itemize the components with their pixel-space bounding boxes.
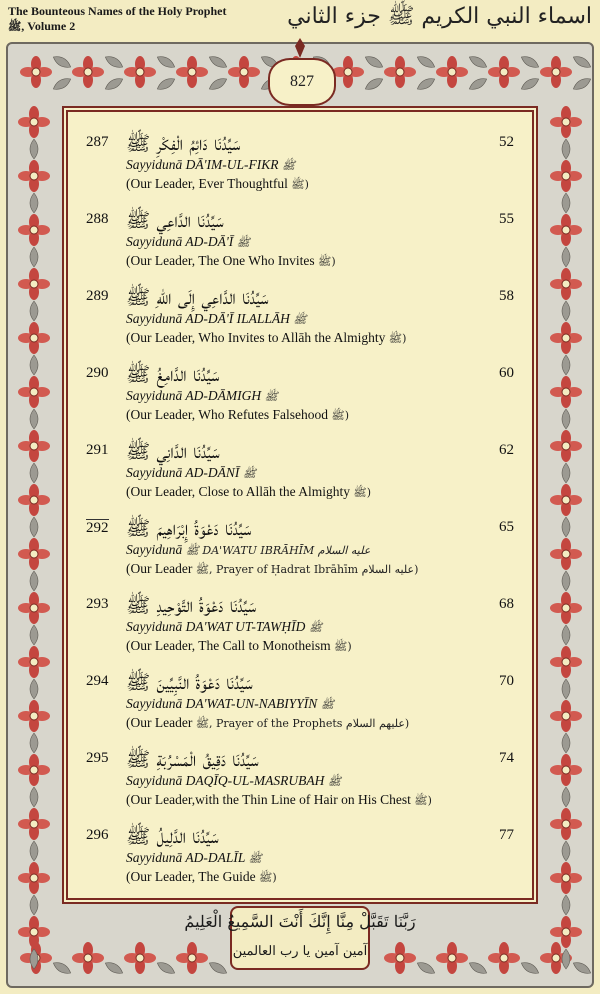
name-entry <box>80 362 520 437</box>
entry-reference: 70 <box>499 673 514 689</box>
border-flower <box>550 214 582 246</box>
transliteration-text: Sayyidunā AD-DĀ'Ī <box>126 234 234 249</box>
border-leaf <box>562 895 570 915</box>
entry-number: 287 <box>86 134 109 150</box>
entry-number: 295 <box>86 750 109 766</box>
entry-transliteration <box>126 850 262 868</box>
transliteration-text: Sayyidunā AD-DĀMIGH <box>126 388 262 403</box>
entry-meaning <box>126 561 418 579</box>
transliteration-text: Sayyidunā DA'WAT UT-TAWḤĪD <box>126 619 306 634</box>
book-title-line2 <box>8 19 226 34</box>
footer-amin: آمين آمين يا رب العالمين <box>232 944 368 959</box>
border-flower <box>550 862 582 894</box>
border-leaf <box>415 76 436 93</box>
salutation-glyph: ﷺ) <box>331 409 349 422</box>
entry-reference: 52 <box>499 134 514 150</box>
border-leaf <box>562 517 570 537</box>
salutation-glyph: ﷺ <box>8 20 22 33</box>
salutation-glyph: ﷺ) <box>414 794 432 807</box>
border-leaf <box>467 960 488 977</box>
entry-transliteration <box>126 773 341 791</box>
entry-reference: 74 <box>499 750 514 766</box>
border-flower <box>18 106 50 138</box>
transliteration-text: Sayyidunā DAQĪQ-UL-MASRUBAH <box>126 773 325 788</box>
entry-arabic-name: سَيِّدُنَا دَعْوَةُ النَّبِيِّينَ ﷺ <box>126 670 253 694</box>
border-leaf <box>51 960 72 977</box>
salutation-glyph: ﷺ <box>327 775 341 788</box>
meaning-text: (Our Leader, Close to Allāh the Almighty <box>126 484 351 499</box>
entry-meaning <box>126 253 336 271</box>
salutation-glyph: ﷺ) <box>291 178 309 191</box>
border-flower <box>488 56 520 88</box>
entry-arabic-name: سَيِّدُنَا دَقِيقُ الْمَسْرُبَةِ ﷺ <box>126 747 259 771</box>
border-leaf <box>30 571 38 591</box>
footer-dua: رَبَّنَا تَقَبَّلْ مِنَّا إِنَّكَ أَنْتَ السَّمِيعُ الْعَلِيمُ <box>184 912 416 931</box>
border-leaf <box>562 247 570 267</box>
border-flower <box>18 484 50 516</box>
border-leaf <box>467 54 488 71</box>
border-leaf <box>571 54 592 71</box>
entry-number: 290 <box>86 365 109 381</box>
salutation-glyph: ﷺ <box>293 313 307 326</box>
meaning-text: (Our Leader, Who Invites to Allāh the Almighty <box>126 330 386 345</box>
border-leaf <box>467 76 488 93</box>
border-leaf <box>562 301 570 321</box>
border-flower <box>124 56 156 88</box>
border-flower <box>18 268 50 300</box>
entry-arabic-name: سَيِّدُنَا الدَّاعِي إِلَى اللهِ ﷺ <box>126 285 269 309</box>
border-flower <box>436 56 468 88</box>
border-leaf <box>30 193 38 213</box>
entry-number: 292 <box>86 520 109 536</box>
book-title <box>8 4 226 34</box>
salutation-glyph: ﷺ, Prayer of the Prophets عليهم السلام) <box>195 717 410 730</box>
border-leaf <box>103 76 124 93</box>
border-leaf <box>103 54 124 71</box>
name-entry <box>80 131 520 206</box>
border-leaf <box>30 409 38 429</box>
border-leaf <box>562 733 570 753</box>
border-flower <box>18 754 50 786</box>
entry-meaning <box>126 638 352 656</box>
entry-meaning <box>126 176 309 194</box>
border-flower <box>18 862 50 894</box>
salutation-glyph: ﷺ <box>281 159 296 172</box>
volume-label: , Volume 2 <box>21 19 76 33</box>
border-leaf <box>155 76 176 93</box>
name-entry <box>80 824 520 899</box>
arabic-book-title: اسماء النبي الكريم ﷺ جزء الثاني <box>287 4 592 29</box>
meaning-text: (Our Leader, Who Refutes Falsehood <box>126 407 329 422</box>
border-leaf <box>562 841 570 861</box>
salutation-glyph: ﷺ) <box>318 255 336 268</box>
cartouche-finial <box>293 38 307 58</box>
salutation-glyph: ﷺ DA'WATU IBRĀHĪM عليه السلام <box>185 544 371 557</box>
border-leaf <box>30 247 38 267</box>
entry-reference: 55 <box>499 211 514 227</box>
entry-transliteration <box>126 542 370 560</box>
transliteration-text: Sayyidunā DĀ'IM-UL-FIKR <box>126 157 279 172</box>
entry-reference: 58 <box>499 288 514 304</box>
border-flower <box>18 808 50 840</box>
border-leaf <box>415 54 436 71</box>
border-flower <box>550 808 582 840</box>
border-flower <box>18 430 50 462</box>
border-leaf <box>562 463 570 483</box>
border-leaf <box>562 139 570 159</box>
salutation-glyph: ﷺ) <box>259 871 277 884</box>
entry-number: 289 <box>86 288 109 304</box>
border-leaf <box>562 355 570 375</box>
transliteration-text: Sayyidunā <box>126 542 183 557</box>
border-flower <box>550 484 582 516</box>
border-leaf <box>571 960 592 977</box>
salutation-glyph: ﷺ) <box>334 640 352 653</box>
border-flower <box>18 646 50 678</box>
border-leaf <box>519 960 540 977</box>
border-leaf <box>30 301 38 321</box>
entry-arabic-name: سَيِّدُنَا دَائِمُ الْفِكْرِ ﷺ <box>126 131 241 155</box>
border-leaf <box>207 960 228 977</box>
name-entry <box>80 439 520 514</box>
border-leaf <box>562 409 570 429</box>
entry-meaning <box>126 407 349 425</box>
border-flower <box>176 942 208 974</box>
border-flower <box>18 322 50 354</box>
transliteration-text: Sayyidunā AD-DĀ'Ī ILALLĀH <box>126 311 290 326</box>
salutation-glyph: ﷺ <box>264 390 278 403</box>
transliteration-text: Sayyidunā AD-DĀNĪ <box>126 465 240 480</box>
entry-meaning <box>126 330 406 348</box>
border-leaf <box>30 787 38 807</box>
entry-arabic-name: سَيِّدُنَا الدَّانِي ﷺ <box>126 439 220 463</box>
name-entry <box>80 516 520 591</box>
entry-transliteration <box>126 465 256 483</box>
book-title-line1: The Bounteous Names of the Holy Prophet <box>8 4 227 18</box>
border-leaf <box>519 54 540 71</box>
entry-reference: 77 <box>499 827 514 843</box>
border-leaf <box>30 841 38 861</box>
border-leaf <box>207 76 228 93</box>
border-leaf <box>30 679 38 699</box>
entry-transliteration <box>126 619 322 637</box>
border-flower <box>550 754 582 786</box>
border-leaf <box>562 571 570 591</box>
border-leaf <box>155 54 176 71</box>
entry-arabic-name: سَيِّدُنَا الدَّلِيلُ ﷺ <box>126 824 219 848</box>
border-flower <box>550 268 582 300</box>
border-flower <box>550 160 582 192</box>
entry-transliteration <box>126 696 334 714</box>
salutation-glyph: ﷺ <box>236 236 250 249</box>
border-flower <box>18 160 50 192</box>
border-flower <box>436 942 468 974</box>
entry-arabic-name: سَيِّدُنَا الدَّامِغُ ﷺ <box>126 362 220 386</box>
entry-transliteration <box>126 234 250 252</box>
border-leaf <box>30 733 38 753</box>
border-flower <box>18 916 50 948</box>
name-entry <box>80 747 520 822</box>
border-flower <box>18 538 50 570</box>
border-leaf <box>30 139 38 159</box>
border-flower <box>18 214 50 246</box>
meaning-text: (Our Leader,with the Thin Line of Hair on His Chest <box>126 792 411 807</box>
border-flower <box>550 106 582 138</box>
entry-number: 288 <box>86 211 109 227</box>
entry-transliteration <box>126 157 295 175</box>
border-leaf <box>562 949 570 969</box>
border-leaf <box>30 463 38 483</box>
border-flower <box>72 942 104 974</box>
border-leaf <box>30 355 38 375</box>
page-number: 827 <box>268 58 336 106</box>
entry-arabic-name: سَيِّدُنَا دَعْوَةُ التَّوْحِيدِ ﷺ <box>126 593 257 617</box>
border-leaf <box>363 54 384 71</box>
border-leaf <box>51 76 72 93</box>
salutation-glyph: ﷺ, Prayer of Ḥadrat Ibrāhīm عليه السلام) <box>195 563 419 576</box>
entry-meaning <box>126 484 371 502</box>
border-leaf <box>30 625 38 645</box>
meaning-text: (Our Leader <box>126 561 193 576</box>
border-leaf <box>562 625 570 645</box>
border-leaf <box>571 76 592 93</box>
border-flower <box>550 538 582 570</box>
border-flower <box>228 56 260 88</box>
entry-meaning <box>126 792 432 810</box>
name-entry <box>80 670 520 745</box>
salutation-glyph: ﷺ) <box>353 486 372 499</box>
salutation-glyph: ﷺ <box>320 698 334 711</box>
border-flower <box>20 56 52 88</box>
border-flower <box>332 56 364 88</box>
border-leaf <box>562 679 570 699</box>
border-leaf <box>103 960 124 977</box>
border-leaf <box>519 76 540 93</box>
border-flower <box>488 942 520 974</box>
name-entry <box>80 208 520 283</box>
border-leaf <box>155 960 176 977</box>
entry-meaning <box>126 715 409 733</box>
entry-reference: 62 <box>499 442 514 458</box>
transliteration-text: Sayyidunā AD-DALĪL <box>126 850 246 865</box>
border-leaf <box>363 76 384 93</box>
border-leaf <box>415 960 436 977</box>
entry-number: 291 <box>86 442 109 458</box>
salutation-glyph: ﷺ <box>242 467 257 480</box>
entry-meaning <box>126 869 277 887</box>
entry-arabic-name: سَيِّدُنَا دَعْوَةُ إِبْرَاهِيمَ ﷺ <box>126 516 252 540</box>
salutation-glyph: ﷺ) <box>388 332 407 345</box>
border-leaf <box>51 54 72 71</box>
meaning-text: (Our Leader, Ever Thoughtful <box>126 176 288 191</box>
border-flower <box>550 322 582 354</box>
border-flower <box>540 56 572 88</box>
border-leaf <box>30 895 38 915</box>
salutation-glyph: ﷺ <box>308 621 323 634</box>
meaning-text: (Our Leader, The Guide <box>126 869 256 884</box>
border-flower <box>72 56 104 88</box>
salutation-glyph: ﷺ <box>248 852 262 865</box>
border-leaf <box>30 517 38 537</box>
entry-transliteration <box>126 388 278 406</box>
entry-number: 294 <box>86 673 109 689</box>
border-leaf <box>562 787 570 807</box>
border-flower <box>18 592 50 624</box>
border-flower <box>550 700 582 732</box>
entry-arabic-name: سَيِّدُنَا الدَّاعِي ﷺ <box>126 208 224 232</box>
border-flower <box>550 646 582 678</box>
entry-number: 293 <box>86 596 109 612</box>
entry-reference: 60 <box>499 365 514 381</box>
border-flower <box>176 56 208 88</box>
meaning-text: (Our Leader <box>126 715 193 730</box>
name-entry <box>80 285 520 360</box>
border-flower <box>18 700 50 732</box>
border-flower <box>124 942 156 974</box>
meaning-text: (Our Leader, The Call to Monotheism <box>126 638 331 653</box>
border-flower <box>550 376 582 408</box>
entry-reference: 65 <box>499 519 514 535</box>
border-flower <box>550 430 582 462</box>
border-flower <box>18 376 50 408</box>
transliteration-text: Sayyidunā DA'WAT-UN-NABIYYĪN <box>126 696 318 711</box>
name-entry <box>80 593 520 668</box>
border-leaf <box>207 54 228 71</box>
entry-transliteration <box>126 311 307 329</box>
entry-reference: 68 <box>499 596 514 612</box>
border-flower <box>384 56 416 88</box>
meaning-text: (Our Leader, The One Who Invites <box>126 253 315 268</box>
entry-number: 296 <box>86 827 109 843</box>
border-flower <box>550 592 582 624</box>
border-leaf <box>562 193 570 213</box>
